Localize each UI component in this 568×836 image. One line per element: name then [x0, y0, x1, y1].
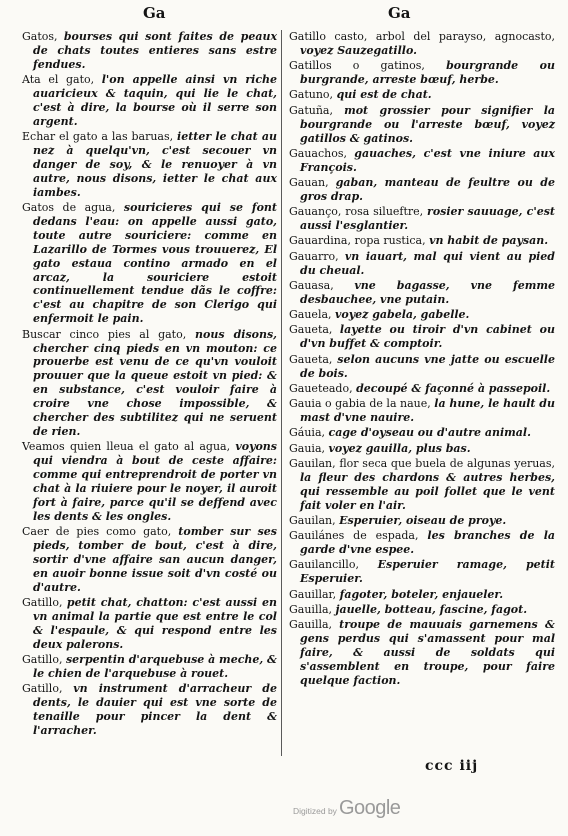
- entry-definition: selon aucuns vne jatte ou escuelle de bois.: [300, 352, 555, 380]
- entry-headword: Ata el gato,: [22, 73, 95, 87]
- entry-definition: vn habit de paysan.: [429, 234, 549, 248]
- entry-headword: Gaueteado,: [289, 381, 353, 395]
- entry-headword: Gauardina, ropa rustica,: [289, 234, 426, 248]
- entry-headword: Gauillar,: [289, 587, 337, 601]
- entry-headword: Gauia o gabia de la naue,: [289, 397, 431, 411]
- entry-headword: Gauilánes de espada,: [289, 529, 419, 543]
- entry-definition: la fleur des chardons & autres herbes, qui ressemble au poil follet que le vent fait voler en l'air.: [300, 470, 555, 512]
- entry-headword: Gatillo,: [22, 653, 63, 666]
- entry-headword: Gatuña,: [289, 103, 333, 117]
- entry-definition: la hune, le hault du mast d'vne nauire.: [300, 397, 555, 425]
- entry-headword: Buscar cinco pies al gato,: [22, 327, 187, 341]
- dictionary-entry: [289, 308, 555, 322]
- entry-headword: Gauarro,: [289, 249, 339, 263]
- entry-definition: serpentin d'arquebuse à meche, & le chien de l'arquebuse à rouet.: [33, 653, 277, 680]
- dictionary-entry: [289, 588, 555, 602]
- entry-definition: voyez gauilla, plus bas.: [328, 441, 471, 455]
- dictionary-entry: [289, 603, 555, 617]
- dictionary-entry: [22, 73, 277, 129]
- dictionary-entry: [22, 596, 277, 652]
- entry-definition: voyez Sauzegatillo.: [300, 43, 417, 57]
- digitized-watermark: [293, 797, 400, 820]
- dictionary-entry: [22, 682, 277, 738]
- dictionary-entry: [22, 440, 277, 523]
- entry-headword: Gatillo casto, arbol del parayso, agnocasto,: [289, 30, 555, 43]
- entry-definition: voyons qui viendra à bout de ceste affaire: comme qui entreprendroit de porter vn chat à la riuiere pour le noyer, il auroit fort à faire, parce qu'il se deffend avec les dents & les ongles.: [33, 440, 277, 523]
- entry-definition: decoupé & façonné à passepoil.: [356, 381, 551, 395]
- dictionary-entry: [289, 88, 555, 102]
- running-head-right: Ga: [388, 4, 411, 22]
- entry-definition: vn instrument d'arracheur de dents, le dauier qui est vne sorte de tenaille pour pincer la dent & l'arracher.: [33, 682, 277, 737]
- entry-definition: les branches de la garde d'vne espee.: [300, 529, 555, 557]
- entry-definition: Esperuier, oiseau de proye.: [339, 513, 507, 527]
- entry-headword: Gauasa,: [289, 278, 334, 292]
- dictionary-entry: [289, 618, 555, 688]
- entry-headword: Gauela,: [289, 308, 332, 322]
- dictionary-entry: [22, 201, 277, 326]
- entry-definition: souricieres qui se font dedans l'eau: on appelle aussi gato, toute autre souriciere: comme en Lazarillo de Tormes vous trouuerez, El gato estaua contino armado en el arcaz, la souriciere estoit continuellement tendue dãs le coffre: c'est au chapitre de son Clerigo qui enfermoit le pain.: [33, 201, 277, 326]
- entry-headword: Gatillo,: [22, 595, 63, 609]
- dictionary-entry: [289, 529, 555, 557]
- entry-headword: Gatillo,: [22, 682, 63, 696]
- entry-headword: Gauachos,: [289, 146, 347, 160]
- entry-definition: layette ou tiroir d'vn cabinet ou d'vn buffet & comptoir.: [300, 323, 555, 351]
- dictionary-entry: [289, 426, 555, 440]
- entry-definition: voyez gabela, gabelle.: [335, 308, 470, 322]
- entry-headword: Echar el gato a las baruas,: [22, 130, 174, 144]
- entry-definition: troupe de mauuais garnemens & gens perdus qui s'amassent pour mal faire, & aussi de soldats qui s'assemblent en troupe, pour faire quelque faction.: [300, 618, 555, 687]
- entry-headword: Gauan,: [289, 176, 329, 190]
- dictionary-entry: [289, 442, 555, 456]
- dictionary-entry: [289, 59, 555, 87]
- entry-definition: vne bagasse, vne femme desbauchee, vne putain.: [300, 278, 555, 306]
- entry-headword: Gatos de agua,: [22, 201, 116, 215]
- dictionary-entry: [289, 353, 555, 381]
- entry-definition: bourses qui sont faites de peaux de chats toutes entieres sans estre fendues.: [33, 30, 278, 71]
- dictionary-entry: [289, 323, 555, 351]
- running-head-left: Ga: [143, 4, 166, 22]
- entry-definition: mot grossier pour signifier la bourgrande ou l'arreste bœuf, voyez gatillos & gatinos.: [300, 103, 556, 145]
- dictionary-entry: [289, 514, 555, 528]
- entry-definition: tomber sur ses pieds, tomber de bout, c'est à dire, sortir d'vne affaire san aucun danger, en auoir bonne issue soit d'vn costé ou d'autre.: [33, 525, 277, 594]
- entry-definition: rosier sauuage, c'est aussi l'esglantier.: [300, 205, 555, 233]
- signature-mark: ccc iij: [425, 758, 479, 774]
- dictionary-entry: [289, 250, 555, 278]
- entry-definition: cage d'oyseau ou d'autre animal.: [328, 426, 531, 440]
- dictionary-entry: [22, 653, 277, 681]
- google-logo: Google: [338, 797, 401, 819]
- watermark-prefix: Digitized by: [293, 806, 337, 816]
- entry-headword: Gatuno,: [289, 88, 334, 102]
- dictionary-entry: [22, 525, 277, 595]
- entry-definition: Esperuier ramage, petit Esperuier.: [300, 558, 555, 586]
- dictionary-entry: [289, 147, 555, 175]
- dictionary-entry: [289, 176, 555, 204]
- entry-definition: fagoter, boteler, enjaueler.: [339, 587, 504, 601]
- entry-definition: ietter le chat au nez à quelqu'vn, c'est secouer vn danger de soy, & le renuoyer à vn autre, nous disons, ietter le chat aux iambes.: [33, 130, 278, 199]
- entry-headword: Gauilan,: [289, 513, 336, 527]
- entry-headword: Veamos quien lleua el gato al agua,: [22, 440, 231, 454]
- left-column: [22, 30, 277, 739]
- entry-definition: qui est de chat.: [336, 88, 432, 102]
- column-divider: [281, 30, 282, 756]
- entry-headword: Gauilan, flor seca que buela de algunas yeruas,: [289, 456, 555, 470]
- dictionary-entry: [289, 397, 555, 425]
- dictionary-entry: [22, 30, 277, 72]
- dictionary-entry: [22, 130, 277, 200]
- entry-definition: l'on appelle ainsi vn riche auaricieux & taquin, qui lie le chat, c'est à dire, la bourse où il serre son argent.: [33, 73, 278, 128]
- entry-headword: Caer de pies como gato,: [22, 525, 172, 539]
- entry-headword: Gauilancillo,: [289, 558, 359, 572]
- entry-headword: Gaueta,: [289, 352, 333, 366]
- entry-headword: Gáuia,: [289, 426, 326, 440]
- dictionary-entry: [289, 382, 555, 396]
- entry-definition: nous disons, chercher cinq pieds en vn mouton: ce prouerbe est venu de ce qu'vn vouloit prouuer que la queue estoit vn pied: & en substance, c'est vouloir faire à croire vne chose impossible, & chercher des subtilitez qui ne seruent de rien.: [33, 327, 278, 438]
- entry-headword: Gatillos o gatinos,: [289, 59, 425, 73]
- dictionary-entry: [289, 104, 555, 146]
- dictionary-entry: [289, 558, 555, 586]
- entry-definition: vn iauart, mal qui vient au pied du cheual.: [300, 249, 555, 277]
- entry-headword: Gauanço, rosa silueftre,: [289, 205, 424, 219]
- entry-definition: gaban, manteau de feultre ou de gros drap.: [300, 176, 555, 203]
- dictionary-entry: [289, 279, 555, 307]
- entry-definition: jauelle, botteau, fascine, fagot.: [335, 602, 528, 616]
- entry-definition: gauaches, c'est vne iniure aux François.: [300, 146, 555, 174]
- entry-definition: bourgrande ou burgrande, arreste bœuf, herbe.: [300, 59, 556, 87]
- entry-headword: Gatos,: [22, 30, 58, 43]
- entry-headword: Gauia,: [289, 441, 326, 455]
- right-column: [289, 30, 555, 689]
- entry-headword: Gaueta,: [289, 323, 333, 337]
- dictionary-entry: [289, 234, 555, 248]
- entry-headword: Gauilla,: [289, 602, 333, 616]
- dictionary-entry: [289, 30, 555, 58]
- dictionary-entry: [289, 457, 555, 513]
- entry-headword: Gauilla,: [289, 618, 333, 632]
- entry-definition: petit chat, chatton: c'est aussi en vn animal la partie que est entre le col & l'espaule, & qui respond entre les deux palerons.: [33, 595, 277, 651]
- dictionary-entry: [22, 328, 277, 439]
- dictionary-entry: [289, 205, 555, 233]
